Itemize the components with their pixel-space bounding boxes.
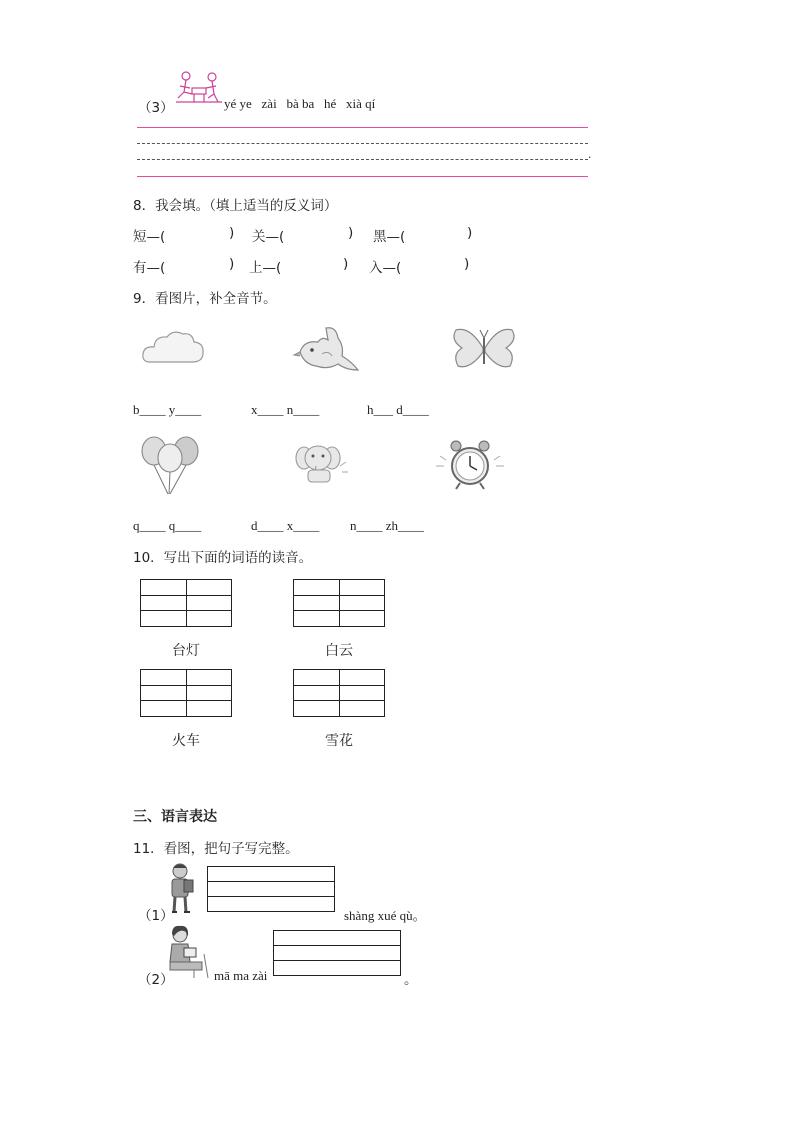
item-number: （1） bbox=[138, 908, 174, 924]
grandpa-playing-chess-picture bbox=[172, 68, 224, 110]
question-9-title: 9．看图片，补全音节。 bbox=[133, 291, 277, 307]
antonym-prefix: 上—( bbox=[249, 260, 282, 276]
antonym-blank-close: ) bbox=[343, 256, 349, 272]
question-11-title: 11．看图，把句子写完整。 bbox=[133, 841, 299, 857]
balloons-picture bbox=[138, 434, 206, 496]
antonym-blank-close: ) bbox=[229, 256, 235, 272]
alarm-clock-picture bbox=[432, 436, 508, 492]
word-label: 火车 bbox=[172, 733, 200, 749]
boy-with-schoolbag-picture bbox=[164, 862, 200, 916]
antonym-blank-close: ) bbox=[348, 225, 354, 241]
sentence-beginning-pinyin: mā ma zài bbox=[214, 968, 268, 983]
antonym-blank-close: ) bbox=[229, 225, 235, 241]
syllable-blank-butterfly: h___ d____ bbox=[367, 402, 429, 417]
elephant-picture bbox=[294, 438, 352, 488]
trailing-dot: . bbox=[588, 148, 592, 161]
sentence-ending-pinyin: shàng xué qù。 bbox=[344, 908, 426, 923]
mother-reading-picture bbox=[164, 924, 210, 980]
writing-line-dotted bbox=[137, 143, 588, 144]
bird-picture bbox=[292, 322, 364, 378]
question-10-title: 10．写出下面的词语的读音。 bbox=[133, 550, 313, 566]
antonym-blank-close: ) bbox=[464, 256, 470, 272]
section-heading: 三、语言表达 bbox=[133, 809, 217, 825]
antonym-prefix: 短—( bbox=[133, 229, 166, 245]
antonym-prefix: 关—( bbox=[252, 229, 285, 245]
word-label: 雪花 bbox=[325, 733, 353, 749]
antonym-blank-close: ) bbox=[467, 225, 473, 241]
syllable-blank-balloon: q____ q____ bbox=[133, 518, 202, 533]
syllable-blank-bird: x____ n____ bbox=[251, 402, 320, 417]
pinyin-sentence: yé ye zài bà ba hé xià qí bbox=[224, 96, 376, 111]
sentence-writing-box[interactable] bbox=[207, 866, 335, 912]
sentence-writing-box[interactable] bbox=[273, 930, 401, 976]
writing-line-bottom bbox=[137, 176, 588, 177]
syllable-blank-elephant: d____ x____ bbox=[251, 518, 320, 533]
antonym-prefix: 黑—( bbox=[373, 229, 406, 245]
butterfly-picture bbox=[450, 324, 518, 374]
pinyin-writing-grid[interactable] bbox=[293, 669, 385, 717]
syllable-blank-cloud: b____ y____ bbox=[133, 402, 202, 417]
syllable-blank-alarm-clock: n____ zh____ bbox=[350, 518, 425, 533]
pinyin-writing-grid[interactable] bbox=[293, 579, 385, 627]
pinyin-writing-grid[interactable] bbox=[140, 579, 232, 627]
item-number: （3） bbox=[138, 100, 174, 116]
item-number: （2） bbox=[138, 972, 174, 988]
word-label: 台灯 bbox=[172, 643, 200, 659]
question-8-title: 8．我会填。（填上适当的反义词） bbox=[133, 198, 338, 214]
antonym-prefix: 有—( bbox=[133, 260, 166, 276]
cloud-picture bbox=[140, 326, 206, 368]
antonym-prefix: 入—( bbox=[369, 260, 402, 276]
sentence-period: 。 bbox=[404, 972, 418, 988]
writing-line-dotted bbox=[137, 159, 588, 160]
pinyin-writing-grid[interactable] bbox=[140, 669, 232, 717]
writing-line-top bbox=[137, 127, 588, 128]
word-label: 白云 bbox=[325, 643, 353, 659]
